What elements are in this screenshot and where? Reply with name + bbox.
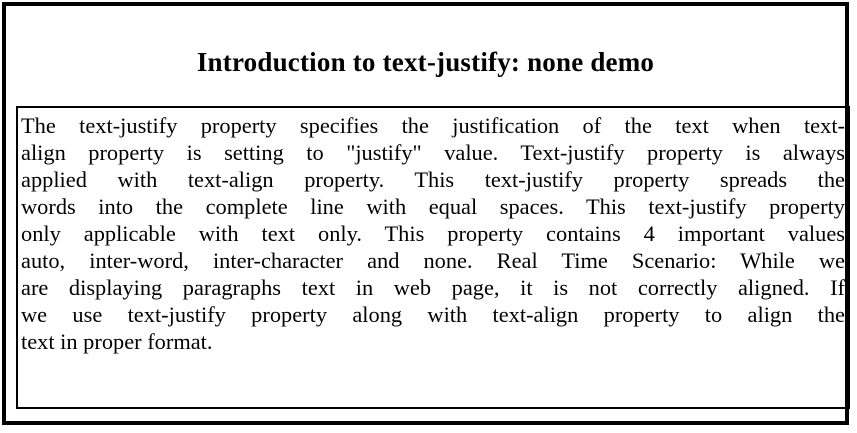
paragraph-line-6: auto, inter-word, inter-character and none. Real Time Scenario: While we [21,248,845,273]
demo-frame [2,2,849,425]
paragraph-line-1: The text-justify property specifies the justification of the text when text- [21,113,845,138]
paragraph-line-3: applied with text-align property. This text-justify property spreads the [21,167,845,192]
page-heading: Introduction to text-justify: none demo [196,47,655,77]
paragraph-line-8: we use text-justify property along with text-align property to align the [21,302,845,327]
paragraph-line-5: only applicable with text only. This property contains 4 important values [21,221,845,246]
paragraph-line-4: words into the complete line with equal spaces. This text-justify property [21,194,845,219]
paragraph-line-7: are displaying paragraphs text in web page, it is not correctly aligned. If [21,275,845,300]
justified-paragraph [16,106,850,409]
paragraph-line-2: align property is setting to "justify" value. Text-justify property is always [21,140,845,165]
paragraph-line-9: text in proper format. [21,329,213,354]
